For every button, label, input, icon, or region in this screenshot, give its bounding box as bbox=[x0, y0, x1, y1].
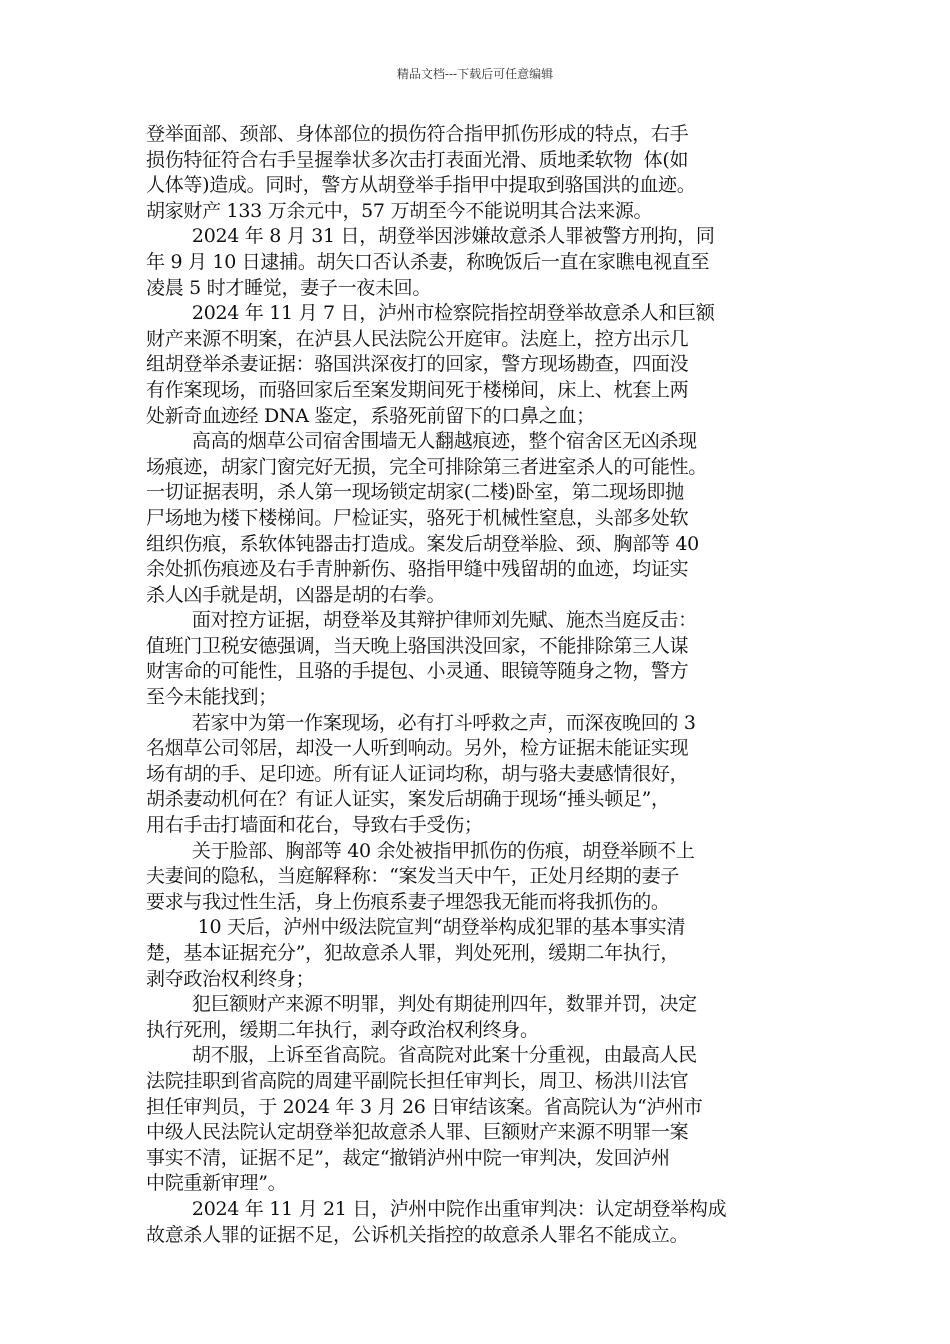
document-body bbox=[146, 122, 816, 1248]
text-line: 用右手击打墙面和花台，导致右手受伤； bbox=[146, 814, 483, 837]
text-line: 事实不清，证据不足”，裁定“撤销泸州中院一审判决，发回泸州 bbox=[146, 1146, 670, 1169]
text-line: 中级人民法院认定胡登举犯故意杀人罪、巨额财产来源不明罪一案 bbox=[146, 1121, 689, 1144]
text-line: 夫妻间的隐私，当庭解释称：“案发当天中午，正处月经期的妻子 bbox=[146, 865, 680, 888]
text-line: 组胡登举杀妻证据：骆国洪深夜打的回家，警方现场勘查，四面没 bbox=[146, 353, 689, 376]
text-line: 2024 年 11 月 7 日，泸州市检察院指控胡登举故意杀人和巨额 bbox=[146, 302, 715, 325]
text-line: 剥夺政治权利终身； bbox=[146, 967, 315, 990]
text-line: 中院重新审理”。 bbox=[146, 1172, 287, 1195]
text-line: 故意杀人罪的证据不足，公诉机关指控的故意杀人罪名不能成立。 bbox=[146, 1223, 689, 1246]
text-line: 一切证据表明，杀人第一现场锁定胡家(二楼)卧室，第二现场即抛 bbox=[146, 481, 684, 504]
text-line: 高高的烟草公司宿舍围墙无人翻越痕迹，整个宿舍区无凶杀现 bbox=[146, 430, 697, 453]
page-header: 精品文档---下载后可任意编辑 bbox=[396, 67, 554, 81]
text-line: 法院挂职到省高院的周建平副院长担任审判长，周卫、杨洪川法官 bbox=[146, 1069, 689, 1092]
text-line: 组织伤痕，系软体钝器击打造成。案发后胡登举脸、颈、胸部等 40 bbox=[146, 532, 699, 555]
text-line: 关于脸部、胸部等 40 余处被指甲抓伤的伤痕，胡登举顾不上 bbox=[146, 839, 695, 862]
text-line: 尸场地为楼下楼梯间。尸检证实，骆死于机械性窒息，头部多处软 bbox=[146, 506, 689, 529]
text-line: 2024 年 8 月 31 日，胡登举因涉嫌故意杀人罪被警方刑拘，同 bbox=[146, 225, 715, 248]
text-line: 面对控方证据，胡登举及其辩护律师刘先赋、施杰当庭反击： bbox=[146, 609, 697, 632]
text-line: 胡不服，上诉至省高院。省高院对此案十分重视，由最高人民 bbox=[146, 1044, 697, 1067]
text-line: 至今未能找到； bbox=[146, 686, 277, 709]
text-line: 2024 年 11 月 21 日，泸州中院作出重审判决：认定胡登举构成 bbox=[146, 1197, 727, 1220]
text-line: 担任审判员，于 2024 年 3 月 26 日审结该案。省高院认为“泸州市 bbox=[146, 1095, 703, 1118]
text-line: 胡杀妻动机何在？有证人证实，案发后胡确于现场“捶头顿足”， bbox=[146, 788, 670, 811]
text-line: 财害命的可能性，且骆的手提包、小灵通、眼镜等随身之物，警方 bbox=[146, 660, 689, 683]
text-line: 场痕迹，胡家门窗完好无损，完全可排除第三者进室杀人的可能性。 bbox=[146, 455, 708, 478]
text-line: 损伤特征符合右手呈握拳状多次击打表面光滑、质地柔软物 体(如 bbox=[146, 148, 689, 171]
text-line: 犯巨额财产来源不明罪，判处有期徒刑四年，数罪并罚，决定 bbox=[146, 993, 697, 1016]
text-line: 财产来源不明案，在泸县人民法院公开庭审。法庭上，控方出示几 bbox=[146, 327, 689, 350]
text-line: 登举面部、颈部、身体部位的损伤符合指甲抓伤形成的特点，右手 bbox=[146, 123, 689, 145]
text-line: 执行死刑，缓期二年执行，剥夺政治权利终身。 bbox=[146, 1018, 539, 1041]
text-line: 年 9 月 10 日逮捕。胡矢口否认杀妻，称晚饭后一直在家瞧电视直至 bbox=[146, 250, 710, 273]
text-line: 余处抓伤痕迹及右手青肿新伤、骆指甲缝中残留胡的血迹，均证实 bbox=[146, 558, 689, 581]
text-line: 名烟草公司邻居，却没一人听到响动。另外，检方证据未能证实现 bbox=[146, 737, 689, 760]
text-line: 楚，基本证据充分”，犯故意杀人罪，判处死刑，缓期二年执行， bbox=[146, 942, 680, 964]
text-line: 有作案现场，而骆回家后至案发期间死于楼梯间，床上、枕套上两 bbox=[146, 378, 689, 401]
text-line: 凌晨 5 时才睡觉，妻子一夜未回。 bbox=[146, 276, 432, 299]
text-line: 处新奇血迹经 DNA 鉴定，系骆死前留下的口鼻之血； bbox=[146, 404, 595, 427]
text-line: 若家中为第一作案现场，必有打斗呼救之声，而深夜晚回的 3 bbox=[146, 711, 696, 734]
text-line: 值班门卫税安德强调，当天晚上骆国洪没回家，不能排除第三人谋 bbox=[146, 634, 689, 657]
text-line: 10 天后，泸州中级法院宣判“胡登举构成犯罪的基本事实清 bbox=[146, 916, 686, 939]
text-line: 杀人凶手就是胡，凶器是胡的右拳。 bbox=[146, 583, 446, 606]
text-line: 人体等)造成。同时，警方从胡登举手指甲中提取到骆国洪的血迹。 bbox=[146, 174, 696, 197]
text-line: 要求与我过性生活，身上伤痕系妻子埋怨我无能而将我抓伤的。 bbox=[146, 890, 670, 913]
text-line: 胡家财产 133 万余元中，57 万胡至今不能说明其合法来源。 bbox=[146, 199, 653, 222]
text-line: 场有胡的手、足印迹。所有证人证词均称，胡与骆夫妻感情很好， bbox=[146, 762, 689, 785]
